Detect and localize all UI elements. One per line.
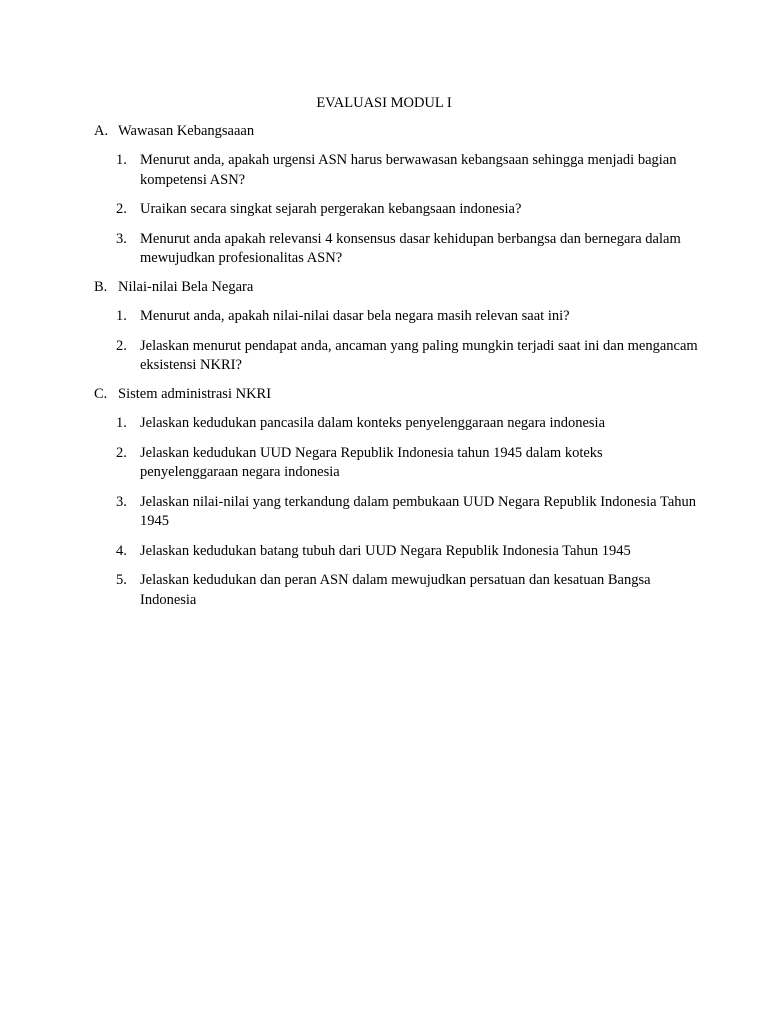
question-item — [94, 493, 700, 532]
section-b-heading — [94, 277, 694, 297]
section-a-label: Wawasan Kebangsaaan — [118, 123, 255, 139]
question-item — [94, 542, 700, 562]
question-text: Jelaskan kedudukan dan peran ASN dalam mewujudkan persatuan dan kesatuan Bangsa Indonesia — [140, 572, 651, 608]
question-number: 3. — [116, 230, 127, 247]
section-b-questions — [94, 307, 698, 376]
section-c-letter: C. — [94, 386, 108, 402]
section-b-label: Nilai-nilai Bela Negara — [118, 279, 254, 295]
question-item — [94, 230, 700, 269]
section-a-questions — [94, 151, 694, 269]
question-text: Jelaskan kedudukan UUD Negara Republik Indonesia tahun 1945 dalam koteks penyelenggaraan negara indonesia — [140, 444, 603, 480]
question-text: Jelaskan kedudukan batang tubuh dari UUD Negara Republik Indonesia Tahun 1945 — [140, 542, 631, 559]
question-text: Jelaskan nilai-nilai yang terkandung dalam pembukaan UUD Negara Republik Indonesia Tahun 1945 — [140, 493, 696, 529]
question-number: 2. — [116, 337, 127, 354]
question-number: 2. — [116, 201, 127, 217]
question-item — [94, 414, 700, 434]
section-b — [94, 277, 698, 376]
question-item — [94, 571, 700, 610]
section-c-questions — [94, 414, 694, 610]
question-text: Jelaskan menurut pendapat anda, ancaman yang paling mungkin terjadi saat ini dan mengancam eksistensi NKRI? — [140, 337, 698, 373]
question-number: 1. — [116, 415, 127, 431]
document-title: EVALUASI MODUL I — [316, 95, 452, 111]
section-c-heading — [94, 384, 694, 404]
question-text: Menurut anda, apakah nilai-nilai dasar bela negara masih relevan saat ini? — [140, 308, 570, 324]
question-text: Menurut anda apakah relevansi 4 konsensus dasar kehidupan berbangsa dan bernegara dalam mewujudkan profesionalitas ASN? — [140, 230, 681, 266]
section-a — [94, 121, 694, 269]
question-item — [94, 337, 700, 376]
section-a-letter: A. — [94, 123, 109, 139]
section-c-label: Sistem administrasi NKRI — [118, 386, 272, 402]
section-b-letter: B. — [94, 279, 108, 295]
question-number: 1. — [116, 308, 127, 324]
question-number: 2. — [116, 444, 127, 461]
question-number: 3. — [116, 493, 127, 510]
section-c — [94, 384, 694, 610]
question-text: Menurut anda, apakah urgensi ASN harus berwawasan kebangsaan sehingga menjadi bagian kompetensi ASN? — [140, 152, 677, 188]
question-text: Uraikan secara singkat sejarah pergerakan kebangsaan indonesia? — [140, 201, 522, 217]
question-number: 4. — [116, 542, 127, 559]
question-number: 5. — [116, 572, 127, 588]
question-item — [94, 151, 700, 190]
question-text: Jelaskan kedudukan pancasila dalam konteks penyelenggaraan negara indonesia — [140, 415, 606, 431]
section-a-heading — [94, 121, 694, 141]
question-item — [94, 200, 700, 220]
question-item — [94, 307, 700, 327]
question-number: 1. — [116, 152, 127, 168]
question-item — [94, 444, 700, 483]
